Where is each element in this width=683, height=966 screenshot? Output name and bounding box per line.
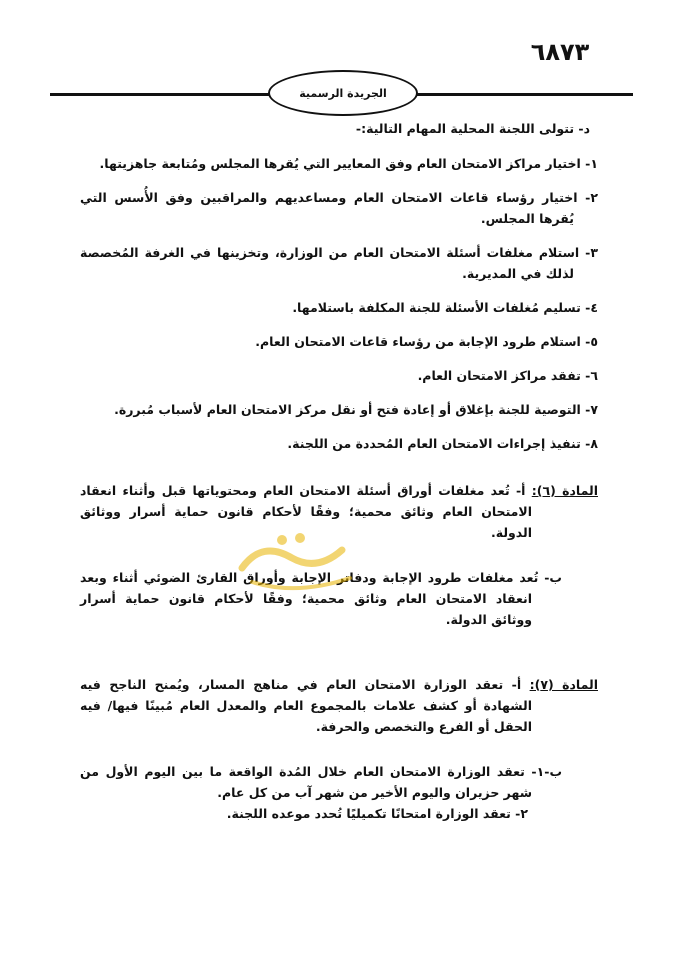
section-d-item-6: ٦- تفقد مراكز الامتحان العام.: [417, 368, 598, 383]
article-7-b2: ٢- تعقد الوزارة امتحانًا تكميليًا تُحدد موعده اللجنة.: [226, 806, 528, 821]
section-d-item-5: ٥- استلام طرود الإجابة من رؤساء قاعات الامتحان العام.: [255, 334, 598, 349]
page-number: ٦٨٧٣: [530, 38, 590, 66]
section-d-item-4: ٤- تسليم مُغلفات الأسئلة للجنة المكلفة باستلامها.: [292, 300, 598, 315]
section-d-intro: د- تتولى اللجنة المحلية المهام التالية:-: [355, 121, 590, 136]
article-7-b1: ب-١- تعقد الوزارة الامتحان العام خلال المُدة الواقعة ما بين اليوم الأول من شهر حزيران واليوم الأخير من شهر آب من كل عام.: [80, 764, 562, 800]
article-6-a-text: أ- تُعد مغلفات أوراق أسئلة الامتحان العام ومحتوياتها قبل وأثناء انعقاد الامتحان العام وثائق محمية؛ وفقًا لأحكام قانون حماية أسرار ووثائق الدولة.: [80, 483, 532, 540]
section-d-item-3: ٣- استلام مغلفات أسئلة الامتحان العام من الوزارة، وتخزينها في الغرفة المُخصصة لذلك في المديرية.: [80, 245, 598, 281]
article-7-a: [80, 674, 598, 737]
article-6-b: ب- تُعد مغلفات طرود الإجابة ودفاتر الإجابة وأوراق القارئ الضوئي أثناء وبعد انعقاد الامتحان العام وثائق محمية؛ وفقًا لأحكام قانون حماية أسرار ووثائق الدولة.: [80, 570, 562, 627]
section-d-item-1: ١- اختيار مراكز الامتحان العام وفق المعايير التي يُقرها المجلس ومُتابعة جاهزيتها.: [99, 156, 598, 171]
gazette-title: الجريدة الرسمية: [268, 70, 418, 116]
section-d-item-2: ٢- اختيار رؤساء قاعات الامتحان العام ومساعديهم والمراقبين وفق الأُسس التي يُقرها المجلس.: [80, 190, 598, 226]
article-7: [80, 674, 598, 824]
article-6-label: المادة (٦):: [531, 483, 598, 498]
article-7-a-text: أ- تعقد الوزارة الامتحان العام في مناهج المسار، ويُمنح الناجح فيه الشهادة أو كشف علامات بالمجموع العام والمعدل العام مُبينًا فيها/ فيه الحقل أو الفرع والتخصص والحرفة.: [80, 677, 532, 734]
ammon-watermark-logo: [222, 520, 372, 600]
article-7-label: المادة (٧):: [529, 677, 598, 692]
section-d-item-8: ٨- تنفيذ إجراءات الامتحان العام المُحددة من اللجنة.: [287, 436, 598, 451]
section-d-item-7: ٧- التوصية للجنة بإغلاق أو إعادة فتح أو نقل مركز الامتحان العام لأسباب مُبررة.: [114, 402, 598, 417]
